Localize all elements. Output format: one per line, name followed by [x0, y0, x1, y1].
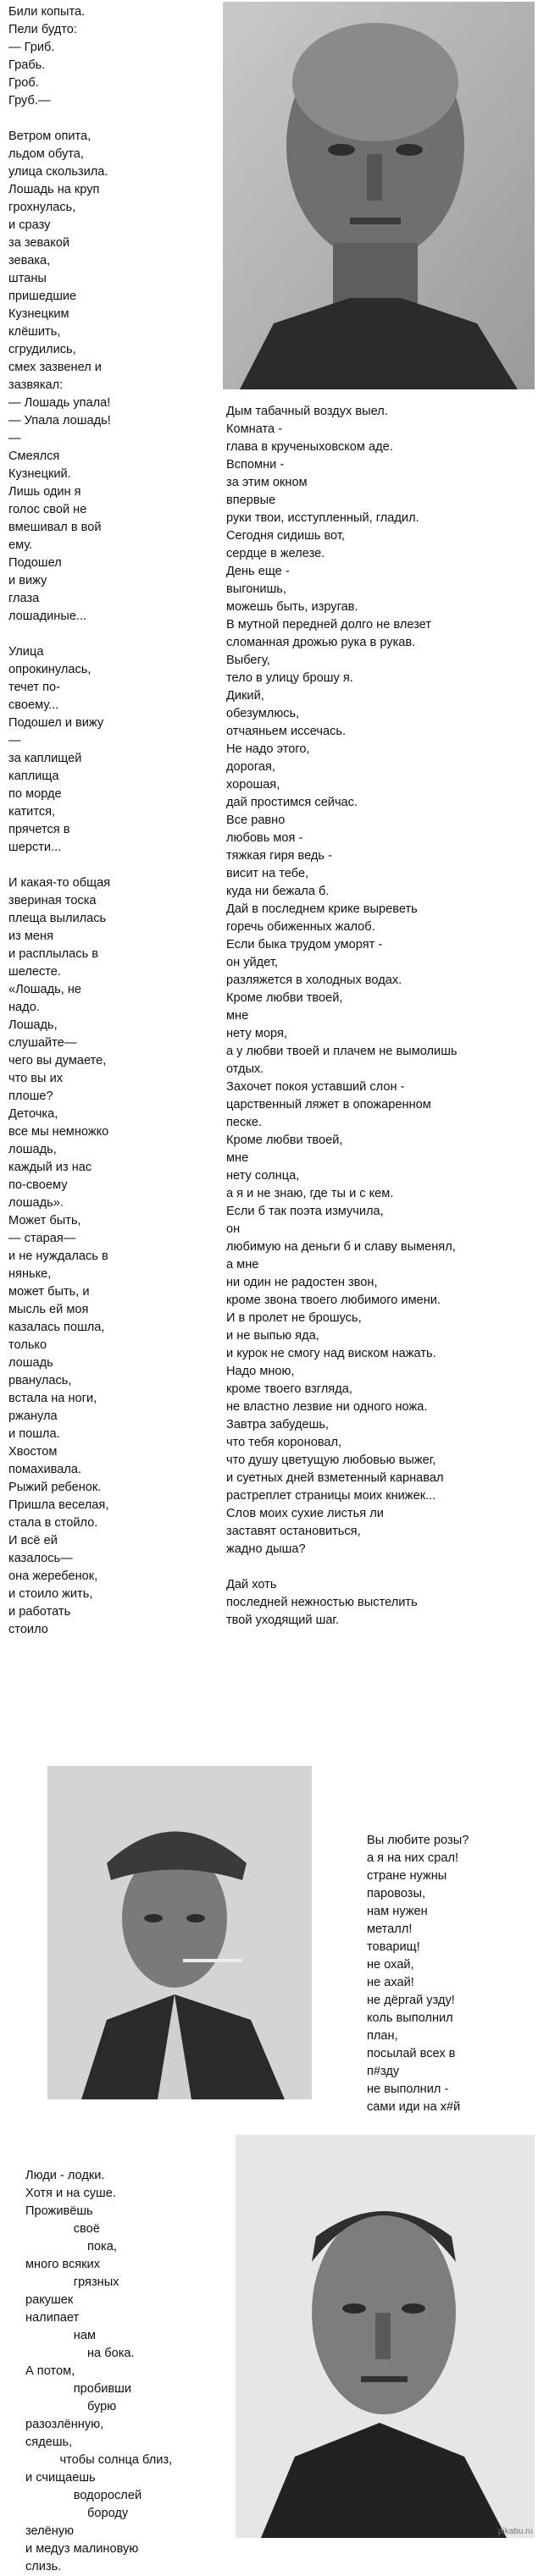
poem-line: слизь.	[25, 2560, 62, 2573]
portrait-photo-3	[236, 2135, 535, 2538]
poem-line: заставят остановиться,	[226, 1525, 361, 1538]
poem-line: разозлённую,	[25, 2418, 104, 2431]
poem-line: лошадь».	[8, 1196, 64, 1210]
poem-line: Пели будто:	[8, 23, 77, 36]
poem-line: Люди - лодки.	[25, 2169, 105, 2182]
poem-line: коль выполнил	[367, 2011, 453, 2025]
poem-line: ржанула	[8, 1409, 58, 1423]
poem-line: Дым табачный воздух выел.	[226, 405, 388, 418]
poem-line: каждый из нас	[8, 1161, 92, 1174]
poem-line: а я на них срал!	[367, 1851, 459, 1865]
poem-line: В мутной передней долго не влезет	[226, 618, 431, 632]
poem-line: Лошадь на круп	[8, 183, 100, 196]
poem-line: много всяких	[25, 2258, 101, 2271]
poem-line: он	[226, 1222, 241, 1236]
poem-line: чего вы думаете,	[8, 1054, 107, 1067]
poem-line: и вижу	[8, 574, 47, 587]
poem-line: план,	[367, 2029, 398, 2043]
poem-line: смех зазвенел и	[8, 361, 102, 374]
poem-line: на бока.	[25, 2347, 135, 2360]
poem-line: кроме звона твоего любимого имени.	[226, 1294, 441, 1307]
poem-line: — Лошадь упала!	[8, 396, 111, 410]
poem-line: «Лошадь, не	[8, 983, 82, 996]
poem-line: песке.	[226, 1116, 263, 1129]
poem-line: няньке,	[8, 1267, 52, 1281]
poem-line: хорошая,	[226, 778, 280, 792]
poem-line: лошадь	[8, 1356, 53, 1370]
poem-line: Хвостом	[8, 1445, 58, 1459]
poem-line: Дай в последнем крике выреветь	[226, 902, 418, 916]
poem-line: посылай всех в	[367, 2047, 456, 2060]
poem-line: Грабь.	[8, 58, 46, 72]
poem-line: мысль ей моя	[8, 1303, 89, 1316]
poem-line: голос свой не	[8, 503, 87, 516]
poem-line: слушайте—	[8, 1036, 77, 1050]
poem-line: Проживёшь	[25, 2204, 93, 2218]
poem-2	[226, 403, 458, 1630]
poem-line: нету моря,	[226, 1027, 287, 1040]
poem-line: грязных	[25, 2275, 119, 2289]
poem-line: мне	[226, 1151, 249, 1165]
poem-line: Деточка,	[8, 1107, 58, 1121]
poem-line: Смеялся	[8, 450, 60, 463]
poem-line: только	[8, 1338, 47, 1352]
poem-line: помахивала.	[8, 1463, 82, 1476]
poem-line: каплища	[8, 769, 59, 783]
poem-line: своё	[25, 2222, 100, 2236]
poem-line: надо.	[8, 1001, 40, 1014]
poem-line: казалась пошла,	[8, 1321, 105, 1334]
poem-line: Кроме любви твоей,	[226, 1134, 343, 1147]
poem-line: опрокинулась,	[8, 663, 92, 676]
poem-line: Били копыта.	[8, 5, 86, 19]
poem-line: ракушек	[25, 2293, 74, 2307]
poem-line: плеща вылилась	[8, 912, 107, 925]
poem-line: тело в улицу брошу я.	[226, 671, 353, 685]
poem-line: зелёную	[25, 2524, 75, 2538]
poem-line: и расплылась в	[8, 947, 98, 961]
poem-line: День еще -	[226, 565, 290, 578]
poem-line: А потом,	[25, 2364, 75, 2378]
poem-line: Может быть,	[8, 1214, 81, 1227]
poem-line: зевака,	[8, 254, 51, 268]
poem-line: дай простимся сейчас.	[226, 796, 358, 809]
poem-line: Груб.—	[8, 94, 51, 108]
poem-line: катится,	[8, 805, 56, 819]
poem-line: не властно лезвие ни одного ножа.	[226, 1400, 428, 1414]
poem-line: И в пролет не брошусь,	[226, 1311, 362, 1325]
poem-line: дорогая,	[226, 760, 275, 774]
poem-line: И всё ей	[8, 1534, 58, 1547]
poem-line: ни один не радостен звон,	[226, 1276, 378, 1289]
poem-line	[8, 626, 111, 643]
poem-line: пока,	[25, 2240, 117, 2253]
poem-line: и стоило жить,	[8, 1587, 93, 1601]
poem-line: и не нуждалась в	[8, 1249, 108, 1263]
poem-3	[367, 1832, 469, 2116]
poem-line: а у любви твоей и плачем не вымолишь	[226, 1045, 458, 1058]
poem-line: твой уходящий шаг.	[226, 1613, 340, 1627]
poem-line: стране нужны	[367, 1869, 447, 1883]
poem-line: Все равно	[226, 814, 286, 827]
poem-line: звериная тоска	[8, 894, 97, 907]
poem-line: Хотя и на суше.	[25, 2187, 116, 2200]
poem-line: Лишь один я	[8, 485, 81, 499]
poem-line: пробивши	[25, 2382, 132, 2396]
poem-line: он уйдет,	[226, 956, 278, 969]
poem-line: налипает	[25, 2311, 80, 2325]
poem-line: п#зду	[367, 2065, 400, 2078]
poem-line: нету солнца,	[226, 1169, 300, 1183]
poem-line: кроме твоего взгляда,	[226, 1382, 352, 1396]
poem-line: Кузнецким	[8, 307, 69, 321]
poem-line: не дёргай узду!	[367, 1994, 455, 2007]
poem-line: Ветром опита,	[8, 130, 92, 143]
poem-line: по морде	[8, 787, 62, 801]
poem-line	[8, 857, 111, 874]
poem-line: и сразу	[8, 218, 51, 232]
poem-line: Сегодня сидишь вот,	[226, 529, 345, 543]
poem-line: плоше?	[8, 1089, 53, 1103]
poem-line: и пошла.	[8, 1427, 60, 1441]
poem-line: водорослей	[25, 2489, 142, 2502]
poem-line: —	[8, 432, 21, 445]
poem-line: Лошадь,	[8, 1018, 58, 1032]
poem-line: стоило	[8, 1623, 48, 1636]
poem-line: любовь моя -	[226, 831, 303, 845]
poem-line: впервые	[226, 494, 276, 507]
poem-line: Гроб.	[8, 76, 39, 90]
poem-line: Захочет покоя уставший слон -	[226, 1080, 405, 1094]
poem-line: Слов моих сухие листья ли	[226, 1507, 384, 1520]
poem-line: Вы любите розы?	[367, 1834, 469, 1847]
poem-line: рванулась,	[8, 1374, 72, 1387]
poem-line: вмешивал в вой	[8, 521, 102, 534]
watermark: pikabu.ru	[497, 2527, 533, 2536]
poem-line: казалось—	[8, 1552, 73, 1565]
poem-line: руки твои, исступленный, гладил.	[226, 511, 419, 525]
poem-line: тяжкая гиря ведь -	[226, 849, 332, 863]
poem-line	[226, 1558, 458, 1576]
poem-line: Кроме любви твоей,	[226, 991, 343, 1005]
poem-line: бороду	[25, 2507, 129, 2520]
poem-line: Выбегу,	[226, 654, 270, 667]
poem-line: сгрудились,	[8, 343, 76, 356]
poem-line: Вспомни -	[226, 458, 285, 472]
poem-line: обезумлюсь,	[226, 707, 300, 720]
poem-line: отдых.	[226, 1062, 264, 1076]
poem-line: Комната -	[226, 422, 283, 436]
poem-line: глаза	[8, 592, 40, 605]
poem-1	[8, 3, 111, 1639]
poem-line: все мы немножко	[8, 1125, 109, 1139]
poem-line: и работать	[8, 1605, 71, 1619]
poem-line: за каплищей	[8, 752, 82, 765]
poem-line: может быть, и	[8, 1285, 90, 1299]
poem-line: Дикий,	[226, 689, 264, 703]
poem-line: что тебя короновал,	[226, 1436, 342, 1449]
poem-line: и медуз малиновую	[25, 2542, 139, 2556]
poem-line: Подошел и вижу	[8, 716, 104, 730]
poem-line: Не надо этого,	[226, 742, 310, 756]
poem-line: не ахай!	[367, 1976, 414, 1989]
poem-line: стала в стойло.	[8, 1516, 98, 1530]
poem-line: горечь обиженных жалоб.	[226, 920, 375, 934]
poem-line	[8, 110, 111, 128]
poem-line: последней нежностью выстелить	[226, 1596, 418, 1609]
poem-line: царственный ляжет в опожаренном	[226, 1098, 431, 1111]
poem-line: И какая-то общая	[8, 876, 111, 890]
poem-line: шерсти...	[8, 841, 62, 854]
poem-line: а я и не знаю, где ты и с кем.	[226, 1187, 394, 1200]
poem-line: металл!	[367, 1922, 413, 1936]
poem-line: зазвякал:	[8, 378, 64, 392]
portrait-photo-1	[223, 2, 535, 389]
poem-line: ему.	[8, 538, 33, 552]
poem-line: грохнулась,	[8, 201, 76, 214]
poem-line: разляжется в холодных водах.	[226, 974, 402, 987]
poem-line: что душу цветущую любовью выжег,	[226, 1453, 436, 1467]
poem-line: куда ни бежала б.	[226, 885, 330, 898]
poem-line: мне	[226, 1009, 249, 1023]
poem-line: глава в крученыховском аде.	[226, 440, 393, 454]
poem-line: — Гриб.	[8, 41, 55, 54]
poem-line: из меня	[8, 929, 54, 943]
poem-line: сердце в железе.	[226, 547, 325, 560]
poem-line: и суетных дней взметенный карнавал	[226, 1471, 444, 1485]
poem-line: отчаяньем иссечась.	[226, 725, 347, 738]
poem-line: товарищ!	[367, 1940, 420, 1954]
poem-line: сами иди на х#й	[367, 2100, 461, 2114]
poem-line: не охай,	[367, 1958, 414, 1972]
poem-line: бурю	[25, 2400, 117, 2413]
poem-line: она жеребенок,	[8, 1569, 98, 1583]
poem-line: и курок не смогу над виском нажать.	[226, 1347, 436, 1360]
poem-line: и счищаешь	[25, 2471, 96, 2485]
poem-line: Пришла веселая,	[8, 1498, 109, 1512]
poem-line: Завтра забудешь,	[226, 1418, 329, 1431]
poem-line: сломанная дрожью рука в рукав.	[226, 636, 416, 649]
poem-line: клёшить,	[8, 325, 61, 339]
poem-line: пришедшие	[8, 290, 77, 303]
poem-line: висит на тебе,	[226, 867, 309, 880]
poem-line: Если быка трудом уморят -	[226, 938, 383, 952]
poem-line: можешь быть, изругав.	[226, 600, 358, 614]
poem-line: растреплет страницы моих книжек...	[226, 1489, 436, 1503]
poem-line: Если б так поэта измучила,	[226, 1205, 384, 1218]
poem-line: нам нужен	[367, 1905, 428, 1918]
poem-line: — Упала лошадь!	[8, 414, 111, 427]
poem-line: своему...	[8, 698, 59, 712]
poem-line: Подошел	[8, 556, 62, 570]
poem-line: Надо мною,	[226, 1365, 295, 1378]
poem-line: шелесте.	[8, 965, 61, 979]
poem-line: течет по-	[8, 681, 61, 694]
poem-line: — старая—	[8, 1232, 76, 1245]
poem-line: жадно дыша?	[226, 1542, 306, 1556]
poem-line: и не выпью яда,	[226, 1329, 319, 1343]
poem-line: штаны	[8, 272, 47, 285]
portrait-photo-2	[47, 1766, 312, 2099]
poem-line: Улица	[8, 645, 44, 659]
poem-line: лошадь,	[8, 1143, 57, 1156]
poem-line: нам	[25, 2329, 96, 2342]
poem-line: за зевакой	[8, 236, 70, 250]
poem-line: Рыжий ребенок.	[8, 1481, 102, 1494]
poem-4	[25, 2167, 172, 2576]
poem-line: не выполнил -	[367, 2082, 449, 2096]
poem-line: лошадиные...	[8, 610, 87, 623]
poem-line: улица скользила.	[8, 165, 108, 179]
poem-line: по-своему	[8, 1178, 68, 1192]
poem-line: чтобы солнца близ,	[25, 2453, 173, 2467]
poem-line: льдом обута,	[8, 147, 84, 161]
poem-line: выгонишь,	[226, 582, 286, 596]
poem-line: паровозы,	[367, 1887, 426, 1900]
poem-line: сядешь,	[25, 2435, 73, 2449]
poem-line: Кузнецкий.	[8, 467, 71, 481]
poem-line: любимую на деньги б и славу выменял,	[226, 1240, 456, 1254]
poem-line: прячется в	[8, 823, 70, 836]
poem-line: Дай хоть	[226, 1578, 277, 1591]
poem-line: встала на ноги,	[8, 1392, 97, 1405]
poem-line: за этим окном	[226, 476, 308, 489]
poem-line: —	[8, 734, 21, 747]
poem-line: а мне	[226, 1258, 259, 1271]
poem-line: что вы их	[8, 1072, 64, 1085]
